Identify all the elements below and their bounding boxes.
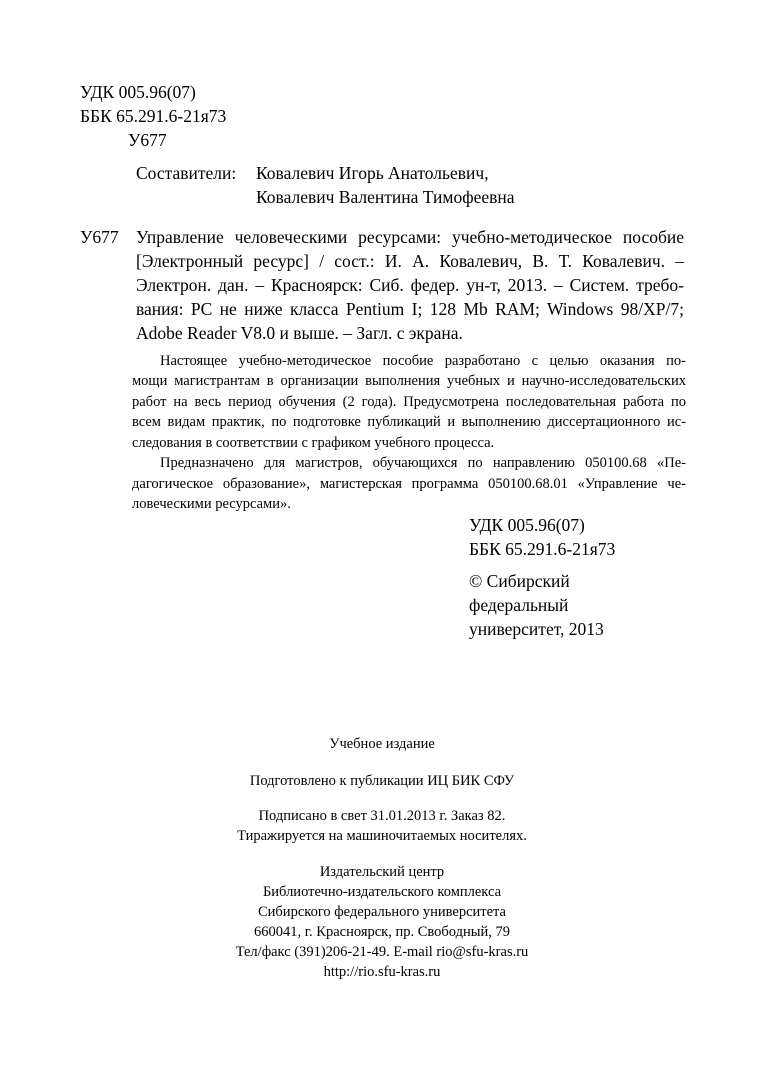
author-mark: У677 [128,130,167,150]
udk-code: УДК 005.96(07) [80,82,196,102]
bbk-code: ББК 65.291.6-21я73 [80,106,227,126]
abstract-line: Настоящее учебно-методическое пособие разработано с целью оказания по- [160,353,686,369]
publisher-website: http://rio.sfu-kras.ru [323,964,441,980]
udk-code-right: УДК 005.96(07) [469,515,585,535]
bibliographic-line: Управление человеческими ресурсами: учебно-методическое пособие [136,227,684,247]
compiler-name: Ковалевич Валентина Тимофеевна [256,187,515,207]
abstract-line: Предназначено для магистров, обучающихся по направлению 050100.68 «Пе- [160,455,686,471]
publisher-line: Библиотечно-издательского комплекса [262,884,502,900]
edition-type: Учебное издание [329,736,435,752]
publisher-line: Сибирского федерального университета [258,904,506,920]
bbk-code-right: ББК 65.291.6-21я73 [469,539,616,559]
copyright-line: федеральный [469,595,569,615]
abstract-line: работ на весь период обучения (2 года). Предусмотрена последовательная работа по [132,394,686,410]
compilers-label: Составители: [136,163,237,183]
prepared-note: Подготовлено к публикации ИЦ БИК СФУ [249,773,515,789]
bibliographic-line: Adobe Reader V8.0 и выше. – Загл. с экрана. [136,323,463,343]
abstract-line: всем видам практик, по подготовке публикаций и выполнению диссертационного ис- [132,414,686,430]
bibliographic-line: Электрон. дан. – Красноярск: Сиб. федер. ун-т, 2013. – Систем. требо- [136,275,684,295]
copyright-line: университет, 2013 [469,619,604,639]
abstract-line: ловеческими ресурсами». [132,496,291,512]
abstract-line: мощи магистрантам в организации выполнения учебных и научно-исследовательских [132,373,686,389]
replication-note: Тиражируется на машиночитаемых носителях. [237,828,527,844]
bibliographic-line: [Электронный ресурс] / сост.: И. А. Ковалевич, В. Т. Ковалевич. – [136,251,684,271]
publisher-line: Издательский центр [319,864,445,880]
bibliographic-line: вания: PC не ниже класса Pentium I; 128 Mb RAM; Windows 98/XP/7; [136,299,684,319]
compiler-name: Ковалевич Игорь Анатольевич, [256,163,489,183]
publisher-contacts: Тел/факс (391)206-21-49. E-mail rio@sfu-kras.ru [235,944,529,960]
bibliographic-code: У677 [80,227,119,247]
signed-note: Подписано в свет 31.01.2013 г. Заказ 82. [258,808,506,824]
abstract-line: дагогическое образование», магистерская программа 050100.68.01 «Управление че- [132,476,686,492]
publisher-address: 660041, г. Красноярск, пр. Свободный, 79 [253,924,510,940]
abstract-line: следования в соответствии с графиком учебного процесса. [132,435,495,451]
copyright-line: © Сибирский [469,571,570,591]
